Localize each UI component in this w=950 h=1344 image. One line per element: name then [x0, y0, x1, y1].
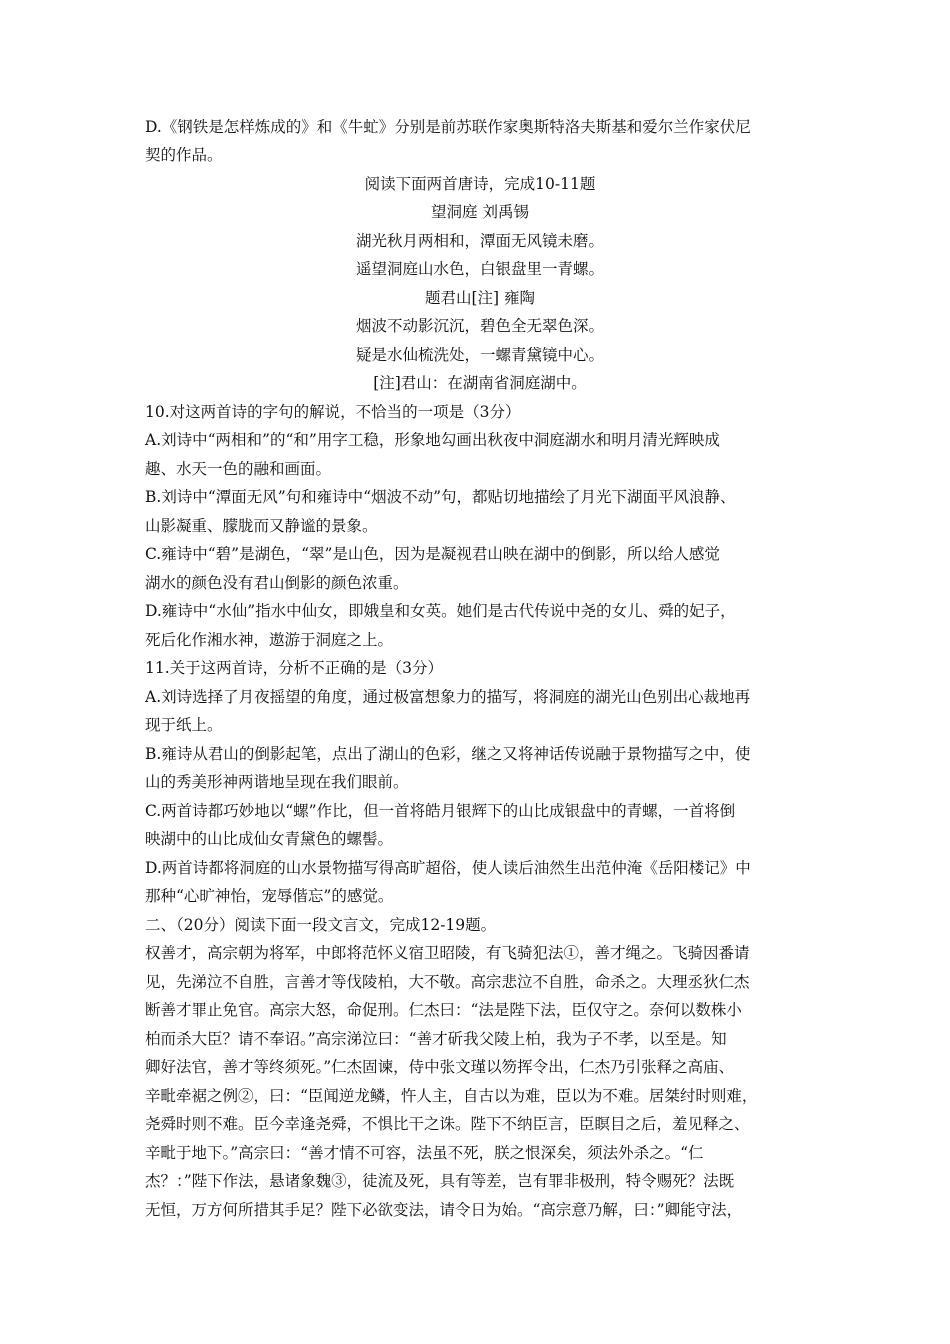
passage-line: 辛毗牵裾之例②，曰：“臣闻逆龙鳞，忤人主，自古以为难，臣以为不难。居桀纣时则难，: [145, 1087, 758, 1105]
passage-line: 断善才罪止免官。高宗大怒，命促刑。仁杰曰：“法是陛下法，臣仅守之。奈何以数株小: [145, 1001, 742, 1019]
q10-option-a: 趣、水天一色的融和画面。: [145, 460, 332, 478]
option-d-line-2: 契的作品。: [145, 146, 223, 164]
q10-option-d: 死后化作湘水神，遨游于洞庭之上。: [145, 631, 394, 649]
option-d-line-1: D.《钢铁是怎样炼成的》和《牛虻》分别是前苏联作家奥斯特洛夫斯基和爱尔兰作家伏尼: [145, 118, 751, 136]
passage-line: 权善才，高宗朝为将军，中郎将范怀义宿卫昭陵，有飞骑犯法①，善才绳之。飞骑因番请: [145, 944, 750, 962]
q11-option-b: B.雍诗从君山的倒影起笔，点出了湖山的色彩，继之又将神话传说融于景物描写之中，使: [145, 745, 751, 763]
poem1-title: 望洞庭 刘禹锡: [431, 203, 529, 221]
poem2-title: 题君山[注] 雍陶: [424, 289, 536, 307]
q10-option-c: C.雍诗中“碧”是湖色，“翠”是山色，因为是凝视君山映在湖中的倒影，所以给人感觉: [145, 545, 720, 563]
poem-note: [注]君山：在湖南省洞庭湖中。: [373, 374, 587, 392]
q11-option-c: 映湖中的山比成仙女青黛色的螺髻。: [145, 830, 394, 848]
q10-option-d: D.雍诗中“水仙”指水中仙女，即娥皇和女英。她们是古代传说中尧的女儿、舜的妃子，: [145, 602, 736, 620]
passage-line: 柏而杀大臣？请不奉诏。”高宗涕泣曰：“善才斫我父陵上柏，我为子不孝，以至是。知: [145, 1030, 727, 1048]
q11-option-a: A.刘诗选择了月夜摇望的角度，通过极富想象力的描写，将洞庭的湖光山色别出心裁地再: [145, 688, 751, 706]
poem1-line: 湖光秋月两相和，潭面无风镜未磨。: [355, 232, 604, 250]
q10-stem: 10.对这两首诗的字句的解说，不恰当的一项是（3分）: [145, 403, 521, 421]
q11-option-a: 现于纸上。: [145, 716, 223, 734]
passage-line: 见，先涕泣不自胜，言善才等伐陵柏，大不敬。高宗悲泣不自胜，命杀之。大理丞狄仁杰: [145, 973, 750, 991]
q10-option-c: 湖水的颜色没有君山倒影的颜色浓重。: [145, 574, 409, 592]
section2-heading: 二、（20分）阅读下面一段文言文，完成12-19题。: [145, 916, 497, 934]
poem2-line: 烟波不动影沉沉，碧色全无翠色深。: [355, 317, 604, 335]
passage-line: 辛毗于地下。”高宗曰：“善才情不可容，法虽不死，朕之恨深矣，须法外杀之。“仁: [145, 1144, 704, 1162]
poem2-line: 疑是水仙梳洗处，一螺青黛镜中心。: [355, 346, 604, 364]
q10-option-b: 山影凝重、朦胧而又静谧的景象。: [145, 517, 378, 535]
q10-option-a: A.刘诗中“两相和”的“和”用字工稳，形象地勾画出秋夜中洞庭湖水和明月清光辉映成: [145, 431, 720, 449]
q11-option-c: C.两首诗都巧妙地以“螺”作比，但一首将皓月银辉下的山比成银盘中的青螺，一首将倒: [145, 802, 736, 820]
q11-option-d: D.两首诗都将洞庭的山水景物描写得高旷超俗，使人读后油然生出范仲淹《岳阳楼记》中: [145, 859, 751, 877]
q11-option-b: 山的秀美形神两谐地呈现在我们眼前。: [145, 773, 409, 791]
passage-line: 杰？：”陛下作法，悬诸象魏③，徒流及死，具有等差，岂有罪非极刑，特令赐死？法既: [145, 1172, 735, 1190]
passage-line: 无恒，万方何所措其手足？陛下必欲变法，请令日为始。“高宗意乃解，曰：”卿能守法，: [145, 1201, 743, 1219]
q11-option-d: 那种“心旷神怡，宠辱偕忘”的感觉。: [145, 887, 394, 905]
passage-line: 尧舜时则不难。臣今幸逢尧舜，不惧比干之诛。陛下不纳臣言，臣瞑目之后，羞见释之、: [145, 1115, 750, 1133]
q11-stem: 11.关于这两首诗，分析不正确的是（3分）: [145, 659, 444, 677]
passage-line: 卿好法官，善才等终须死。”仁杰固谏，侍中张文瑾以笏挥令出，仁杰乃引张释之高庙、: [145, 1058, 735, 1076]
poem1-line: 遥望洞庭山水色，白银盘里一青螺。: [355, 260, 604, 278]
q10-option-b: B.刘诗中“潭面无风”句和雍诗中“烟波不动”句，都贴切地描绘了月光下湖面平风浪静、: [145, 488, 736, 506]
poems-intro: 阅读下面两首唐诗，完成10-11题: [364, 175, 596, 193]
